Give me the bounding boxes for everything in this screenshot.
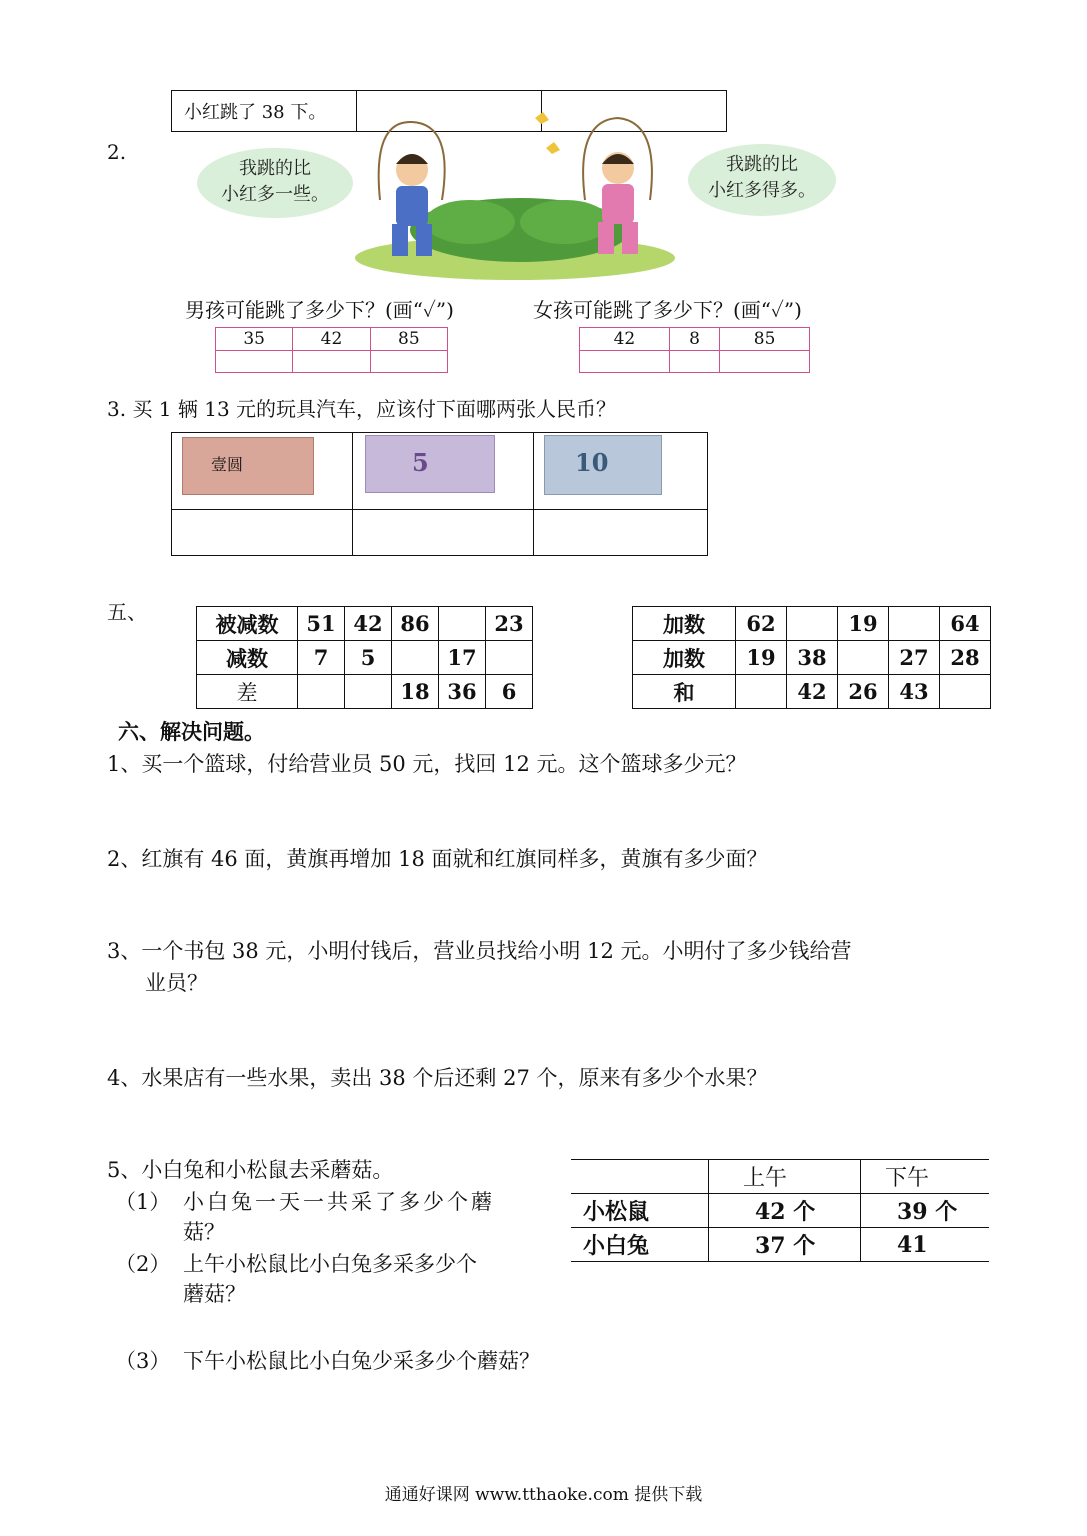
money-answer-cell-1[interactable] xyxy=(172,510,353,556)
mushroom-row-rabbit xyxy=(571,1228,989,1262)
one-yuan-note: 壹圆 xyxy=(182,437,314,495)
mushroom-cell: 37 个 xyxy=(709,1228,861,1262)
add-row-addend-2 xyxy=(633,641,991,675)
girl-option-8: 8 xyxy=(669,328,719,351)
section6-heading: 六、解决问题。 xyxy=(118,719,265,744)
problem-3-line-1: 3、一个书包 38 元，小明付钱后，营业员找给小明 12 元。小明付了多少钱给营 xyxy=(107,939,852,963)
sub-row-minuend xyxy=(197,607,533,641)
girl-check-cell-3[interactable] xyxy=(720,351,810,373)
money-answer-cell-2[interactable] xyxy=(353,510,534,556)
jump-rope-illustration xyxy=(350,100,680,280)
add-cell[interactable] xyxy=(838,641,889,675)
sub-question-3: 下午小松鼠比小白兔少采多少个蘑菇？ xyxy=(183,1349,540,1373)
footer: 通通好课网 www.tthaoke.com 提供下载 xyxy=(384,1485,703,1505)
add-cell: 26 xyxy=(838,675,889,709)
sub-row-subtrahend xyxy=(197,641,533,675)
addition-table xyxy=(632,606,991,709)
add-cell: 62 xyxy=(736,607,787,641)
sub-question-1-line-1: 小白兔一天一共采了多少个蘑 xyxy=(183,1190,495,1214)
sub-cell[interactable] xyxy=(392,641,439,675)
problem-5: 5、小白兔和小松鼠去采蘑菇。 xyxy=(107,1158,394,1182)
money-cell-1 xyxy=(172,433,353,510)
section5-label: 五、 xyxy=(107,600,147,624)
add-cell: 27 xyxy=(889,641,940,675)
boy-check-cell-2[interactable] xyxy=(293,351,370,373)
add-cell[interactable] xyxy=(889,607,940,641)
sub-question-1-line-2: 菇？ xyxy=(183,1220,225,1244)
sub-cell: 51 xyxy=(298,607,345,641)
boy-option-35: 35 xyxy=(216,328,293,351)
q3-text: 3. 买 1 辆 13 元的玩具汽车，应该付下面哪两张人民币？ xyxy=(107,397,617,421)
add-header-sum: 和 xyxy=(633,675,736,709)
mushroom-cell: 42 个 xyxy=(709,1194,861,1228)
add-cell: 19 xyxy=(838,607,889,641)
problem-4: 4、水果店有一些水果，卖出 38 个后还剩 27 个，原来有多少个水果？ xyxy=(107,1066,768,1090)
sub-cell[interactable] xyxy=(439,607,486,641)
add-cell[interactable] xyxy=(736,675,787,709)
girl-check-cell-1[interactable] xyxy=(580,351,670,373)
sub-cell[interactable] xyxy=(486,641,533,675)
sub-question-1-number: （1） xyxy=(115,1190,171,1214)
sub-row-difference xyxy=(197,675,533,709)
boy-speech-bubble xyxy=(197,148,353,218)
sub-cell: 23 xyxy=(486,607,533,641)
sub-header-minuend: 被减数 xyxy=(197,607,298,641)
money-cell-2 xyxy=(353,433,534,510)
sub-cell: 7 xyxy=(298,641,345,675)
money-cell-3 xyxy=(534,433,708,510)
mushroom-row-squirrel xyxy=(571,1194,989,1228)
ten-yuan-note: 10 xyxy=(544,435,662,495)
girl-bubble-line-1: 我跳的比 xyxy=(726,154,798,175)
sub-question-3-number: （3） xyxy=(115,1349,171,1373)
problem-3-line-2: 业员？ xyxy=(145,971,208,995)
money-answer-cell-3[interactable] xyxy=(534,510,708,556)
top-table-cell-1: 小红跳了 38 下。 xyxy=(172,91,357,132)
add-cell: 38 xyxy=(787,641,838,675)
sub-cell[interactable] xyxy=(298,675,345,709)
girl-option-85: 85 xyxy=(720,328,810,351)
add-cell: 19 xyxy=(736,641,787,675)
add-row-sum xyxy=(633,675,991,709)
sub-cell: 6 xyxy=(486,675,533,709)
sub-question-2-line-1: 上午小松鼠比小白兔多采多少个 xyxy=(183,1252,477,1276)
add-cell: 28 xyxy=(940,641,991,675)
sub-cell[interactable] xyxy=(345,675,392,709)
sub-cell: 5 xyxy=(345,641,392,675)
subtraction-table xyxy=(196,606,533,709)
boy-bubble-line-2: 小红多一些。 xyxy=(221,184,329,205)
money-table xyxy=(171,432,708,556)
add-cell[interactable] xyxy=(940,675,991,709)
add-cell: 42 xyxy=(787,675,838,709)
problem-1: 1、买一个篮球，付给营业员 50 元，找回 12 元。这个篮球多少元？ xyxy=(107,752,747,776)
boy-options-table xyxy=(215,327,448,373)
girl-speech-bubble xyxy=(688,144,836,216)
girl-question: 女孩可能跳了多少下？(画“✓”) xyxy=(533,298,802,322)
mushroom-header-afternoon: 下午 xyxy=(861,1160,990,1194)
boy-bubble-line-1: 我跳的比 xyxy=(239,158,311,179)
mushroom-header-morning: 上午 xyxy=(709,1160,861,1194)
boy-option-85: 85 xyxy=(370,328,447,351)
problem-2: 2、红旗有 46 面，黄旗再增加 18 面就和红旗同样多，黄旗有多少面？ xyxy=(107,847,768,871)
sub-header-difference: 差 xyxy=(197,675,298,709)
sub-cell: 36 xyxy=(439,675,486,709)
sub-question-2-number: （2） xyxy=(115,1252,171,1276)
add-cell: 43 xyxy=(889,675,940,709)
mushroom-header-empty xyxy=(571,1160,709,1194)
boy-check-cell-3[interactable] xyxy=(370,351,447,373)
add-row-addend-1 xyxy=(633,607,991,641)
mushroom-row-label: 小白兔 xyxy=(571,1228,709,1262)
girl-options-table xyxy=(579,327,810,373)
sub-header-subtrahend: 减数 xyxy=(197,641,298,675)
sub-cell: 86 xyxy=(392,607,439,641)
girl-check-cell-2[interactable] xyxy=(669,351,719,373)
five-yuan-note: 5 xyxy=(365,435,495,493)
sub-cell: 17 xyxy=(439,641,486,675)
mushroom-cell: 39 个 xyxy=(861,1194,990,1228)
boy-option-42: 42 xyxy=(293,328,370,351)
add-cell: 64 xyxy=(940,607,991,641)
sub-cell: 18 xyxy=(392,675,439,709)
mushroom-row-label: 小松鼠 xyxy=(571,1194,709,1228)
girl-option-42: 42 xyxy=(580,328,670,351)
mushroom-table xyxy=(571,1159,989,1262)
sub-cell: 42 xyxy=(345,607,392,641)
sub-question-2-line-2: 蘑菇？ xyxy=(183,1282,246,1306)
q2-number: 2. xyxy=(107,140,127,164)
boy-check-cell-1[interactable] xyxy=(216,351,293,373)
add-cell[interactable] xyxy=(787,607,838,641)
girl-bubble-line-2: 小红多得多。 xyxy=(708,180,816,201)
boy-question: 男孩可能跳了多少下？(画“✓”) xyxy=(185,298,454,322)
mushroom-cell: 41 xyxy=(861,1228,990,1262)
add-header-addend-1: 加数 xyxy=(633,607,736,641)
add-header-addend-2: 加数 xyxy=(633,641,736,675)
mushroom-header-row xyxy=(571,1160,989,1194)
